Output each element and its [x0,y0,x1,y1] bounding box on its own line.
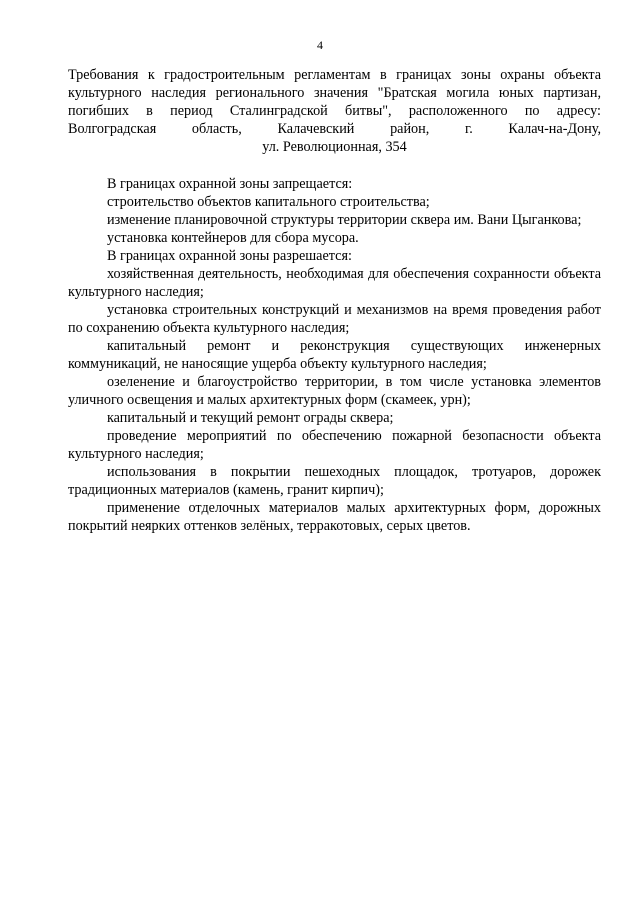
requirements-list [68,175,601,535]
prohibited-item: установка контейнеров для сбора мусора. [107,230,359,246]
heading-line: Волгоградская область, Калачевский район, г. Калач-на-Дону, [68,121,601,137]
permitted-item: применение отделочных материалов малых архитектурных форм, дорожных покрытий неярких оттенков зелёных, терракотовых, серых цветов. [68,500,601,534]
prohibited-item: строительство объектов капитального строительства; [107,194,430,210]
prohibited-item: изменение планировочной структуры территории сквера им. Вани Цыганкова; [107,212,582,228]
permitted-item: установка строительных конструкций и механизмов на время проведения работ по сохранению объекта культурного наследия; [68,302,601,336]
document-heading [68,66,601,156]
heading-line: ул. Революционная, 354 [262,139,407,155]
permitted-item: проведение мероприятий по обеспечению пожарной безопасности объекта культурного наследия; [68,428,601,462]
heading-line: Требования к градостроительным регламентам в границах зоны охраны объекта [68,67,601,83]
permitted-item: капитальный ремонт и реконструкция существующих инженерных коммуникаций, не наносящие ущерба объекту культурного наследия; [68,338,601,372]
page-number: 4 [317,38,323,52]
prohibited-intro: В границах охранной зоны запрещается: [107,176,353,192]
heading-line: погибших в период Сталинградской битвы", расположенного по адресу: [68,103,601,119]
permitted-intro: В границах охранной зоны разрешается: [107,248,352,264]
permitted-item: использования в покрытии пешеходных площадок, тротуаров, дорожек традиционных материалов (камень, гранит кирпич); [68,464,601,498]
heading-line: культурного наследия регионального значения "Братская могила юных партизан, [68,85,601,101]
document-body [68,66,601,535]
permitted-item: озеленение и благоустройство территории, в том числе установка элементов уличного освещения и малых архитектурных форм (скамеек, урн); [68,374,601,408]
permitted-item: капитальный и текущий ремонт ограды сквера; [107,410,394,426]
permitted-item: хозяйственная деятельность, необходимая для обеспечения сохранности объекта культурного наследия; [68,266,601,300]
